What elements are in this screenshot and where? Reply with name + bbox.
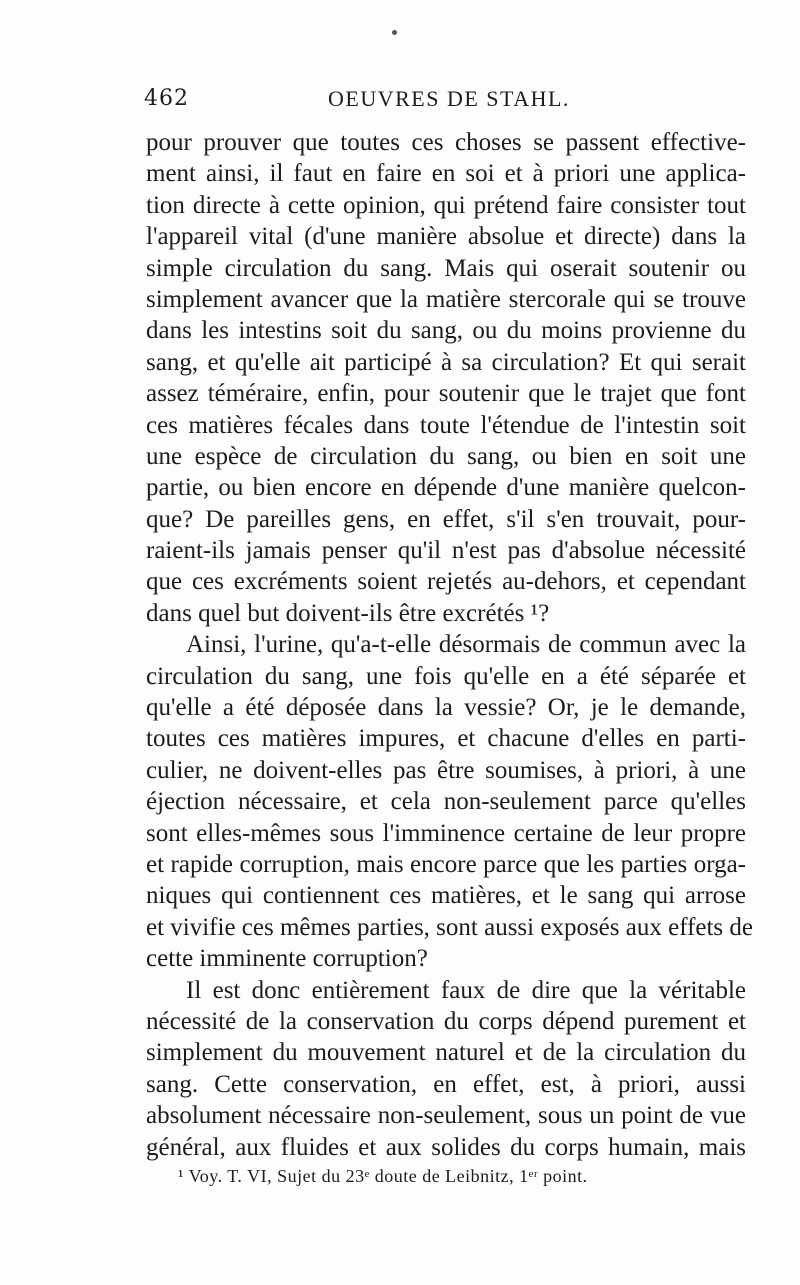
- text-line: absolument nécessaire non-seulement, sous un point de vue: [146, 1102, 746, 1130]
- text-line: nécessité de la conservation du corps dépend purement et: [146, 1007, 746, 1035]
- text-line: et rapide corruption, mais encore parce que les parties orga-: [146, 850, 746, 878]
- text-line: culier, ne doivent-elles pas être soumises, à priori, à une: [146, 756, 746, 784]
- page-header: [144, 86, 740, 120]
- text-line: partie, ou bien encore en dépende d'une manière quelcon-: [146, 474, 746, 502]
- text-line: éjection nécessaire, et cela non-seulement parce qu'elles: [146, 788, 746, 816]
- text-line: sont elles-mêmes sous l'imminence certaine de leur propre: [146, 819, 746, 847]
- text-line: raient-ils jamais penser qu'il n'est pas d'absolue nécessité: [146, 537, 746, 565]
- text-line: ment ainsi, il faut en faire en soi et à priori une applica-: [146, 160, 746, 188]
- text-line: cette imminente corruption?: [146, 945, 428, 973]
- text-line: simple circulation du sang. Mais qui oserait soutenir ou: [146, 254, 746, 282]
- text-line: simplement du mouvement naturel et de la circulation du: [146, 1039, 746, 1067]
- text-line: toutes ces matières impures, et chacune d'elles en parti-: [146, 725, 746, 753]
- text-line: simplement avancer que la matière stercorale qui se trouve: [146, 285, 746, 313]
- page-number: 462: [144, 86, 189, 111]
- text-line: dans quel but doivent-ils être excrétés ¹?: [146, 599, 550, 627]
- text-line: circulation du sang, une fois qu'elle en a été séparée et: [146, 662, 746, 690]
- text-line: assez téméraire, enfin, pour soutenir que le trajet que font: [146, 380, 746, 408]
- text-line: ces matières fécales dans toute l'étendue de l'intestin soit: [146, 411, 746, 439]
- text-line: sang, et qu'elle ait participé à sa circulation? Et qui serait: [146, 348, 746, 376]
- text-line: général, aux fluides et aux solides du corps humain, mais: [146, 1133, 746, 1161]
- body-text: [146, 127, 754, 1163]
- text-line: l'appareil vital (d'une manière absolue et directe) dans la: [146, 223, 746, 251]
- text-line: niques qui contiennent ces matières, et le sang qui arrose: [146, 882, 746, 910]
- text-line: tion directe à cette opinion, qui prétend faire consister tout: [146, 191, 746, 219]
- text-line: dans les intestins soit du sang, ou du moins provienne du: [146, 317, 746, 345]
- text-line: Ainsi, l'urine, qu'a-t-elle désormais de commun avec la: [186, 631, 746, 659]
- text-line: une espèce de circulation du sang, ou bien en soit une: [146, 442, 746, 470]
- text-line: que? De pareilles gens, en effet, s'il s'en trouvait, pour-: [146, 505, 746, 533]
- ink-dot: [392, 30, 397, 35]
- text-line: que ces excréments soient rejetés au-dehors, et cependant: [146, 568, 746, 596]
- footnote: ¹ Voy. T. VI, Sujet du 23ᵉ doute de Leibnitz, 1ᵉʳ point.: [178, 1166, 588, 1186]
- text-line: sang. Cette conservation, en effet, est, à priori, aussi: [146, 1070, 746, 1098]
- text-line: et vivifie ces mêmes parties, sont aussi exposés aux effets de: [146, 913, 754, 941]
- running-title: OEUVRES DE STAHL.: [328, 86, 570, 111]
- text-line: Il est donc entièrement faux de dire que la véritable: [186, 976, 746, 1004]
- text-line: pour prouver que toutes ces choses se passent effective-: [146, 129, 746, 156]
- text-line: qu'elle a été déposée dans la vessie? Or, je le demande,: [146, 694, 746, 722]
